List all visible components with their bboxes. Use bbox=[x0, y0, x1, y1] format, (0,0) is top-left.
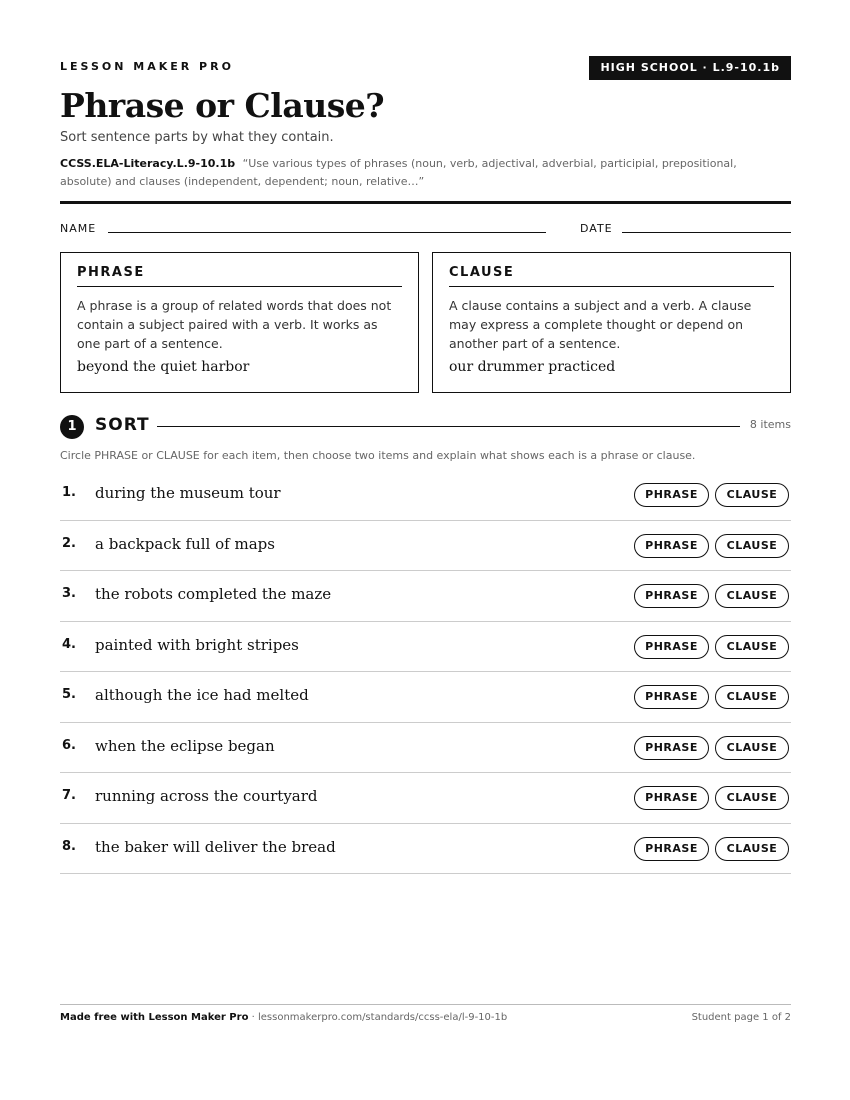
item-number: 7. bbox=[62, 788, 76, 803]
phrase-choice-button[interactable]: PHRASE bbox=[634, 584, 709, 608]
list-item bbox=[60, 672, 791, 723]
clause-choice-button[interactable]: CLAUSE bbox=[715, 635, 789, 659]
page-number: Student page 1 of 2 bbox=[691, 1012, 791, 1023]
clause-choice-button[interactable]: CLAUSE bbox=[715, 584, 789, 608]
sort-section-header bbox=[60, 412, 791, 438]
date-label: DATE bbox=[580, 222, 613, 235]
item-number: 3. bbox=[62, 586, 76, 601]
item-number: 5. bbox=[62, 687, 76, 702]
item-text: painted with bright stripes bbox=[95, 635, 299, 654]
item-text: although the ice had melted bbox=[95, 686, 309, 704]
list-item bbox=[60, 521, 791, 572]
footer-divider bbox=[60, 1004, 791, 1005]
item-text: during the museum tour bbox=[95, 484, 281, 502]
phrase-choice-button[interactable]: PHRASE bbox=[634, 685, 709, 709]
date-field[interactable] bbox=[622, 232, 791, 233]
phrase-choice-button[interactable]: PHRASE bbox=[634, 534, 709, 558]
phrase-choice-button[interactable]: PHRASE bbox=[634, 736, 709, 760]
page-title: Phrase or Clause? bbox=[60, 86, 385, 125]
standard-description bbox=[60, 155, 791, 191]
item-count: 8 items bbox=[749, 418, 791, 431]
clause-choice-button[interactable]: CLAUSE bbox=[715, 685, 789, 709]
clause-definition-title: CLAUSE bbox=[449, 265, 774, 287]
footer-made-text: Made free with Lesson Maker Pro bbox=[60, 1012, 249, 1023]
page-subtitle: Sort sentence parts by what they contain. bbox=[60, 130, 334, 145]
clause-choice-button[interactable]: CLAUSE bbox=[715, 736, 789, 760]
clause-choice-button[interactable]: CLAUSE bbox=[715, 837, 789, 861]
standard-code: CCSS.ELA-Literacy.L.9-10.1b bbox=[60, 157, 236, 170]
clause-example: our drummer practiced bbox=[449, 359, 616, 375]
top-bar bbox=[60, 56, 791, 80]
worksheet-page bbox=[60, 0, 791, 1100]
standard-quote: “Use various types of phrases (noun, verb, adjectival, adverbial, participial, prepositional, absolute) and clauses (independent, dependent; noun, relative…” bbox=[60, 157, 737, 188]
name-date-row bbox=[60, 222, 791, 238]
item-text: when the eclipse began bbox=[95, 736, 275, 755]
list-item bbox=[60, 773, 791, 824]
phrase-choice-button[interactable]: PHRASE bbox=[634, 635, 709, 659]
phrase-choice-button[interactable]: PHRASE bbox=[634, 837, 709, 861]
item-text: the baker will deliver the bread bbox=[95, 837, 336, 856]
phrase-definition-text: A phrase is a group of related words that does not contain a subject paired with a verb. It works as one part of a sentence. bbox=[77, 298, 392, 351]
list-item bbox=[60, 470, 791, 521]
footer-url[interactable]: · lessonmakerpro.com/standards/ccss-ela/l-9-10-1b bbox=[248, 1012, 508, 1023]
clause-definition-text: A clause contains a subject and a verb. A clause may express a complete thought or depend on another part of a sentence. bbox=[449, 298, 752, 351]
item-number: 2. bbox=[62, 535, 76, 551]
item-number: 8. bbox=[62, 838, 76, 854]
section-divider bbox=[157, 426, 740, 427]
phrase-example: beyond the quiet harbor bbox=[77, 359, 250, 375]
item-text: a backpack full of maps bbox=[95, 534, 275, 553]
list-item bbox=[60, 824, 791, 875]
phrase-choice-button[interactable]: PHRASE bbox=[634, 786, 709, 810]
phrase-definition-title: PHRASE bbox=[77, 265, 402, 287]
brand-name: LESSON MAKER PRO bbox=[60, 60, 234, 73]
sort-instructions: Circle PHRASE or CLAUSE for each item, then choose two items and explain what shows each is a phrase or clause. bbox=[60, 449, 696, 462]
footer-credit bbox=[60, 1012, 507, 1023]
item-number: 6. bbox=[62, 737, 76, 753]
sort-item-list bbox=[60, 470, 791, 874]
name-label: NAME bbox=[60, 222, 97, 235]
section-title: SORT bbox=[95, 415, 150, 435]
clause-choice-button[interactable]: CLAUSE bbox=[715, 483, 789, 507]
clause-choice-button[interactable]: CLAUSE bbox=[715, 786, 789, 810]
list-item bbox=[60, 571, 791, 622]
phrase-choice-button[interactable]: PHRASE bbox=[634, 483, 709, 507]
list-item bbox=[60, 622, 791, 673]
level-badge: HIGH SCHOOL · L.9-10.1b bbox=[589, 56, 791, 80]
clause-definition-box bbox=[432, 252, 791, 393]
section-number-badge: 1 bbox=[60, 415, 84, 439]
clause-choice-button[interactable]: CLAUSE bbox=[715, 534, 789, 558]
item-text: the robots completed the maze bbox=[95, 585, 332, 603]
list-item bbox=[60, 723, 791, 774]
item-text: running across the courtyard bbox=[95, 787, 318, 805]
header-divider bbox=[60, 201, 791, 204]
name-field[interactable] bbox=[108, 232, 546, 233]
item-number: 4. bbox=[62, 636, 76, 652]
phrase-definition-box bbox=[60, 252, 419, 393]
item-number: 1. bbox=[62, 485, 76, 500]
